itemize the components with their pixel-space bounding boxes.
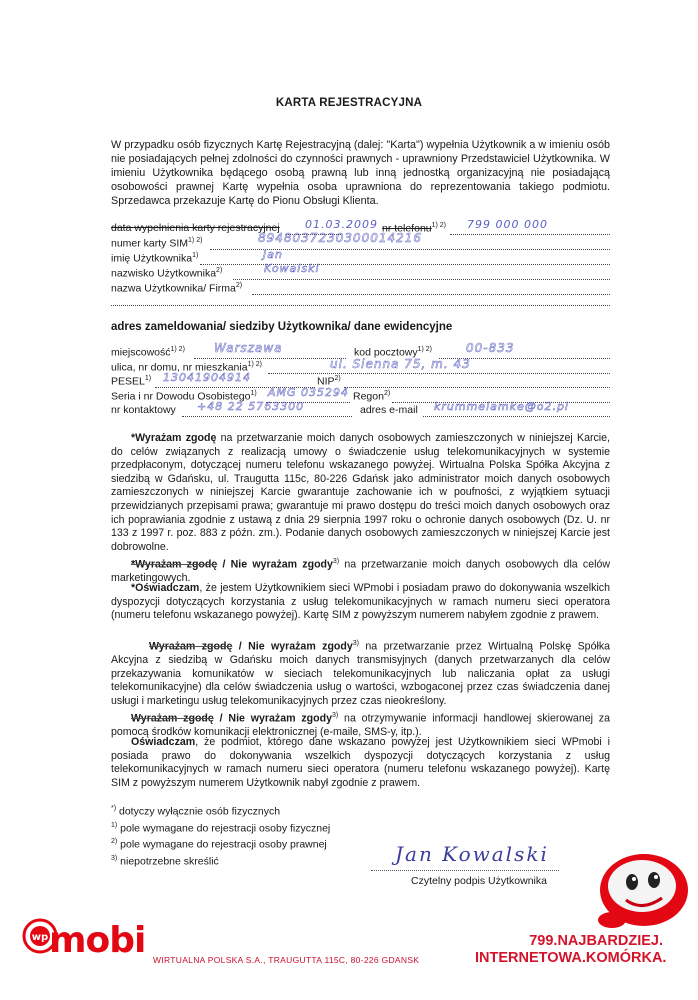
consent-2-struck: *Wyrażam zgodę (131, 558, 218, 571)
surname-value[interactable]: Kowalski (264, 262, 320, 275)
regon-sup: 2) (383, 390, 391, 397)
footnote-1 (111, 819, 330, 836)
consent-5-head: / Nie wyrażam zgody (213, 712, 332, 725)
sim-row (111, 237, 202, 250)
contact-value[interactable]: +48 22 5763300 (197, 400, 305, 413)
consent-6-text: , że podmiot, którego dane wskazano powyżej jest Użytkownikiem sieci WPmobi i posiada prawo do dokonywania wszelkich dyspozycji dotyczących korzystania z usług telekomunikacyjnych w ramach numeru sieci operatora (numeru telefonu wskazanego powyżej). Kartę SIM z powyższym numerem Użytkownik nabył zgodnie z prawem. (111, 736, 610, 789)
sim-value[interactable]: 8948037230300014216 (258, 231, 423, 245)
consent-1 (111, 432, 610, 554)
surname-label: nazwisko Użytkownika (111, 267, 217, 280)
city-sup: 1) 2) (170, 346, 185, 353)
consent-6 (111, 736, 610, 790)
nip-sup: 2) (334, 375, 341, 382)
sim-label: numer karty SIM (111, 237, 189, 250)
company-dots[interactable] (252, 294, 610, 295)
address-section-heading: adres zameldowania/ siedziby Użytkownika/ dane ewidencyjne (111, 321, 453, 333)
company-sup: 2) (235, 282, 243, 289)
slogan-line-1: 799.NAJBARDZIEJ. (529, 933, 663, 949)
mobi-logo: mobi (49, 920, 146, 961)
footnote-0-text: dotyczy wyłącznie osób fizycznych (116, 805, 281, 818)
contact-dots (182, 416, 352, 417)
postal-value[interactable]: 00-833 (466, 341, 515, 355)
name-row (111, 252, 198, 265)
street-label: ulica, nr domu, nr mieszkania (111, 361, 248, 374)
wp-badge-text: wp (31, 932, 49, 943)
footnote-1-mark: 1) (111, 821, 118, 829)
consent-5-text: na otrzymywanie informacji handlowej skierowanej za pomocą środków komunikacji elektronicznej (e-maile, SMS-y, itp.). (111, 712, 610, 739)
footnote-3 (111, 852, 330, 869)
footnote-3-mark: 3) (111, 854, 118, 862)
consent-4-text: na przetwarzanie przez Wirtualną Polskę Spółka Akcyjna z siedzibą w Gdańsku moich danych transmisyjnych (danych przetwarzanych dla celów przekazywania komunikatów w sieciach telekomunikacyjnych lub naliczania opłat za usługi telekomunikacyjne) dla celów świadczenia usług o wartości, wzbogaconej przez czas świadczenia danej usługi i marketingu usług telekomunikacyjnych przez czas nieokreślony. (111, 640, 611, 707)
consent-3-head: *Oświadczam (131, 582, 200, 594)
pesel-label: PESEL (111, 375, 145, 388)
consent-6-head: Oświadczam (131, 736, 196, 748)
intro-paragraph: W przypadku osób fizycznych Kartę Rejestracyjną (dalej: "Karta") wypełnia Użytkownik a w imieniu osób nie posiadających pełnej zdolności do czynności prawnych - uprawniony Przedstawiciel Użytkownika. W imieniu Użytkownika będącego osobą prawną lub inną jednostką organizacyjną nie posiadającą osobowości prawnej Kartę wypełnia osoba uprawniona do reprezentowania takiego podmiotu. Sprzedawca przekazuje Kartę do Pionu Obsługi Klienta. (111, 139, 610, 208)
street-value[interactable]: ul. Sienna 75, m. 43 (330, 357, 471, 371)
signature-caption: Czytelny podpis Użytkownika (411, 875, 547, 887)
phone-dots (450, 234, 610, 235)
company-label: nazwa Użytkownika/ Firma (111, 282, 236, 295)
phone-value[interactable]: 799 000 000 (467, 218, 548, 231)
pesel-sup: 1) (144, 375, 152, 382)
name-value[interactable]: Jan (263, 248, 283, 261)
surname-sup: 2) (216, 267, 223, 274)
company-row (111, 282, 242, 295)
footnote-2-mark: 2) (111, 838, 118, 845)
postal-sup: 1) 2) (417, 346, 433, 353)
consent-2-head: / Nie wyrażam zgody (217, 558, 333, 571)
consent-4-sup: 3) (352, 640, 359, 647)
email-row (360, 404, 418, 416)
name-dots (200, 264, 610, 265)
id-label: Seria i nr Dowodu Osobistego (111, 390, 251, 403)
footnote-0-mark: *) (111, 805, 117, 812)
email-dots (423, 416, 610, 417)
document-title: KARTA REJESTRACYJNA (275, 97, 423, 109)
id-sup: 1) (250, 390, 257, 397)
slogan (475, 933, 667, 967)
date-row (111, 222, 280, 234)
consent-4-struck: Wyrażam zgodę (149, 640, 233, 653)
consent-5-sup: 3) (331, 712, 339, 719)
surname-dots (233, 279, 610, 280)
contact-row (111, 404, 176, 416)
sim-sup: 1) 2) (188, 237, 203, 244)
city-value[interactable]: Warszawa (214, 341, 283, 355)
footnote-3-text: niepotrzebne skreślić (117, 855, 219, 867)
city-dots (194, 358, 346, 359)
footnote-0 (111, 802, 330, 819)
slogan-line-2: INTERNETOWA.KOMÓRKA. (475, 950, 667, 966)
regon-row (353, 390, 390, 403)
name-label: imię Użytkownika (111, 252, 193, 265)
name-sup: 1) (192, 252, 199, 259)
consent-4-head: / Nie wyrażam zgody (232, 640, 353, 653)
consent-4[interactable] (111, 637, 610, 709)
consent-2-sup: 3) (332, 558, 340, 565)
footnote-1-text: pole wymagane do rejestracji osoby fizycznej (117, 822, 331, 834)
pesel-value[interactable]: 13041904914 (163, 371, 251, 384)
nip-dots[interactable] (344, 387, 610, 388)
consent-1-head: *Wyrażam zgodę (131, 432, 217, 444)
consent-3 (111, 582, 610, 623)
date-value[interactable]: 01.03.2009 (305, 218, 378, 231)
city-label: miejscowość (111, 346, 171, 359)
pesel-row (111, 375, 151, 388)
footnotes (111, 802, 330, 868)
date-label: data wypełnienia karty rejestracyjnej (111, 222, 280, 234)
id-value[interactable]: AMG 035294 (268, 386, 350, 399)
mascot-icon (592, 842, 692, 932)
phone-sup: 1) 2) (431, 222, 447, 229)
company-dots-2[interactable] (111, 305, 610, 306)
consent-5-struck: Wyrażam zgodę (131, 712, 214, 725)
email-label: adres e-mail (360, 404, 418, 416)
surname-row (111, 267, 222, 280)
street-dots (268, 373, 610, 374)
consent-2-text: na przetwarzanie moich danych osobowych dla celów marketingowych. (111, 558, 610, 585)
phone-label: nr telefonu (382, 222, 432, 235)
contact-label: nr kontaktowy (111, 404, 176, 416)
email-value[interactable]: krummelamke@o2.pl (434, 400, 569, 413)
footer-address: WIRTUALNA POLSKA S.A., TRAUGUTTA 115C, 80-226 GDANSK (153, 955, 420, 965)
consent-1-text: na przetwarzanie moich danych osobowych zamieszczonych w niniejszej Karcie, do celów związanych z realizacją umowy o świadczenie usług telekomunikacyjnych w systemie przedpłaconym, dotyczącej numeru telefonu wskazanego powyżej. Wirtualna Polska Spółka Akcyjna z siedzibą w Gdańsku, ul. Traugutta 115c, 80-226 Gdańsk jako administrator moich danych osobowych zamieszczonych w niniejszej Karcie gwarantuje zachowanie ich w poufności, z wyjątkiem sytuacji przewidzianych przepisami prawa; gwarantuje mi prawo dostępu do treści moich danych osobowych oraz ich poprawiania zgodnie z ustawą z dnia 29 sierpnia 1997 roku o ochronie danych osobowych (Dz. U. nr 133 z 1997 r. poz. 883 z późn. zm.). Podanie danych osobowych zamieszczonych w niniejszej Karcie jest dobrowolne. (111, 432, 610, 553)
street-sup: 1) 2) (247, 361, 262, 368)
footnote-2-text: pole wymagane do rejestracji osoby prawnej (117, 838, 327, 851)
regon-label: Regon (353, 390, 384, 403)
postal-label: kod pocztowy (354, 346, 418, 359)
city-row (111, 346, 185, 359)
user-signature[interactable]: Jan Kowalski (395, 842, 549, 866)
signature-line (371, 870, 559, 871)
consent-3-text: , że jestem Użytkownikiem sieci WPmobi i posiadam prawo do dokonywania wszelkich dyspozycji dotyczących korzystania z usług telekomunikacyjnych w ramach numeru sieci operatora (numeru telefonu wskazanego powyżej). Kartę SIM z powyższym numerem nabyłem zgodnie z prawem. (111, 582, 610, 622)
nip-label: NIP (317, 375, 335, 388)
footnote-2 (111, 835, 330, 852)
